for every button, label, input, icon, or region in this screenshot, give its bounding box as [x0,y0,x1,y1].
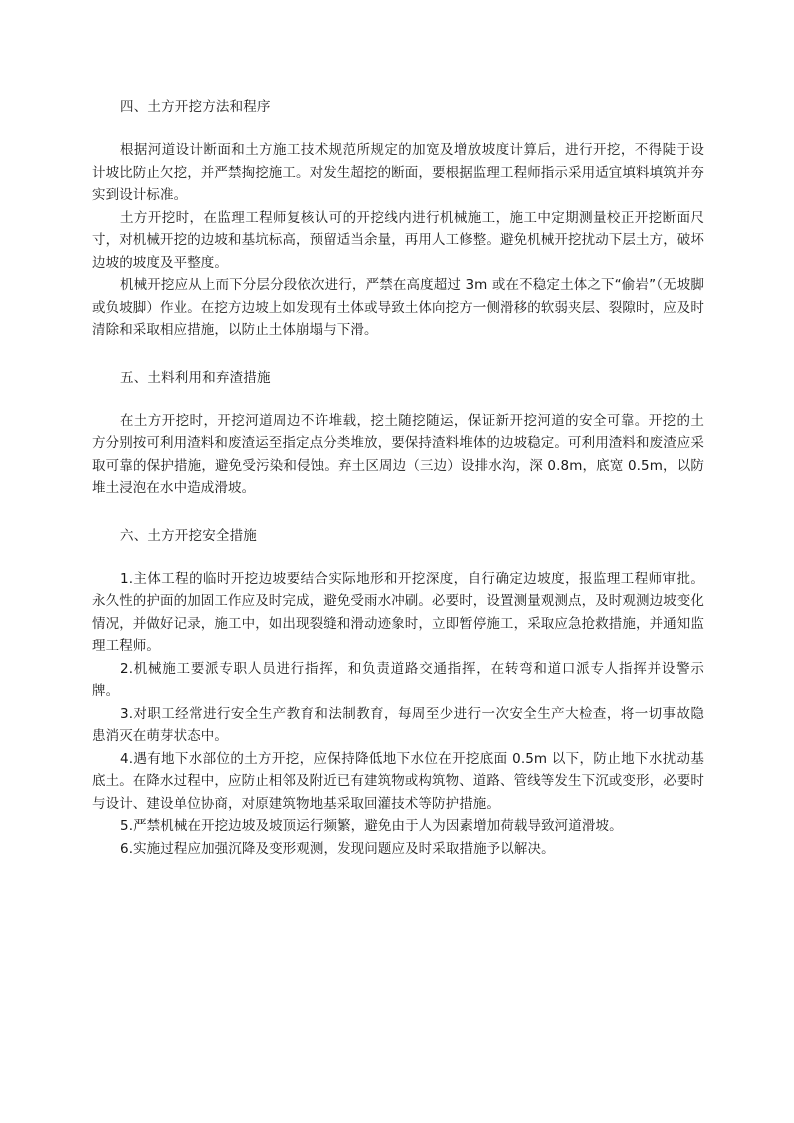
paragraph: 在土方开挖时，开挖河道周边不许堆载，挖土随挖随运，保证新开挖河道的安全可靠。开挖的土方分别按可利用渣料和废渣运至指定点分类堆放，要保持渣料堆体的边坡稳定。可利用渣料和废渣应采取可靠的保护措施，避免受污染和侵蚀。弃土区周边（三边）设排水沟，深 0.8m，底宽 0.5m，以防堆土浸泡在水中造成滑坡。 [92,412,704,496]
paragraph: 根据河道设计断面和土方施工技术规范所规定的加宽及增放坡度计算后，进行开挖，不得陡于设计坡比防止欠挖，并严禁掏挖施工。对发生超挖的断面，要根据监理工程师指示采用适宜填料填筑并夯实到设计标准。 [92,142,704,203]
paragraph: 3.对职工经常进行安全生产教育和法制教育，每周至少进行一次安全生产大检查，将一切事故隐患消灭在萌芽状态中。 [92,705,704,744]
section-heading: 五、土料利用和弃渣措施 [120,369,271,386]
paragraph: 2.机械施工要派专职人员进行指挥，和负责道路交通指挥，在转弯和道口派专人指挥并设警示牌。 [92,660,704,699]
paragraph: 机械开挖应从上而下分层分段依次进行，严禁在高度超过 3m 或在不稳定土体之下“偷岩”（无坡脚或负坡脚）作业。在挖方边坡上如发现有土体或导致土体向挖方一侧滑移的软弱夹层、裂隙时，应及时清除和采取相应措施，以防止土体崩塌与下滑。 [92,277,704,338]
paragraph: 6.实施过程应加强沉降及变形观测，发现问题应及时采取措施予以解决。 [120,840,555,857]
paragraph: 5.严禁机械在开挖边坡及坡顶运行频繁，避免由于人为因素增加荷载导致河道滑坡。 [120,818,623,834]
paragraph: 1.主体工程的临时开挖边坡要结合实际地形和开挖深度，自行确定边坡度，报监理工程师审批。永久性的护面的加固工作应及时完成，避免受雨水冲刷。必要时，设置测量观测点，及时观测边坡变化情况，并做好记录，施工中，如出现裂缝和滑动迹象时，立即暂停施工，采取应急抢救措施，并通知监理工程师。 [92,570,704,654]
paragraph: 4.遇有地下水部位的土方开挖，应保持降低地下水位在开挖底面 0.5m 以下，防止地下水扰动基底土。在降水过程中，应防止相邻及附近已有建筑物或构筑物、道路、管线等发生下沉或变形，必要时与设计、建设单位协商，对原建筑物地基采取回灌技术等防护措施。 [92,750,704,812]
document-body [92,95,704,860]
section-heading: 四、土方开挖方法和程序 [120,99,271,115]
paragraph: 土方开挖时，在监理工程师复核认可的开挖线内进行机械施工，施工中定期测量校正开挖断面尺寸，对机械开挖的边坡和基坑标高，预留适当余量，再用人工修整。避免机械开挖扰动下层土方，破坏边坡的坡度及平整度。 [92,209,704,271]
section-heading: 六、土方开挖安全措施 [120,527,257,544]
